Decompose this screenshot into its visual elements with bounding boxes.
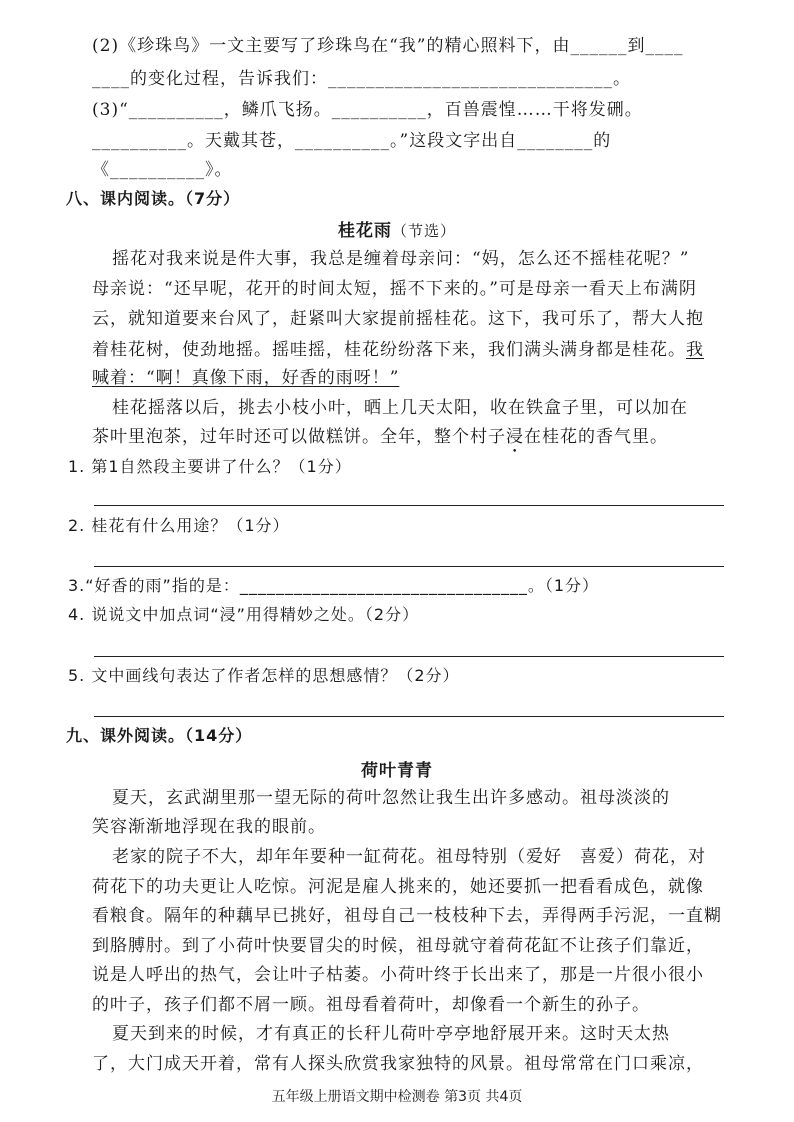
- passage-title-text: 桂花雨: [337, 221, 392, 241]
- passage-title-heye: 荷叶青青: [361, 761, 433, 781]
- para2-line-2a: 茶叶里泡茶，过年时还可以做糕饼。全年，整个村子: [92, 427, 506, 447]
- question-3: 3.“好香的雨”指的是：________________________________。（1分）: [68, 576, 600, 595]
- p9-line-9: 夏天到来的时候，才有真正的长秆儿荷叶亭亭地舒展开来。这时天太热: [112, 1024, 670, 1044]
- underlined-sentence: 喊着：“啊！真像下雨，好香的雨呀！”: [92, 368, 400, 388]
- passage-title-guihua: [0, 216, 794, 241]
- answer-line-4[interactable]: [94, 656, 724, 657]
- passage-title-note: （节选）: [391, 222, 456, 240]
- para1-line-3: 云，就知道要来台风了，赶紧叫大家提前摇桂花。这下，我可乐了，帮大人抱: [92, 309, 704, 329]
- page-footer: 五年级上册语文期中检测卷 第3页 共4页: [271, 1089, 523, 1105]
- answer-line-5[interactable]: [94, 716, 724, 717]
- para1-line-4-text: 着桂花树，使劲地摇。摇哇摇，桂花纷纷落下来，我们满头满身都是桂花。: [92, 340, 686, 360]
- p9-line-3: 老家的院子不大，却年年要种一缸荷花。祖母特别（爱好 喜爱）荷花，对: [112, 847, 706, 867]
- question-5: 5. 文中画线句表达了作者怎样的思想感情？（2分）: [68, 666, 460, 685]
- para1-line-5: [92, 366, 399, 390]
- para1-line-1: 摇花对我来说是件大事，我总是缠着母亲问：“妈，怎么还不摇桂花呢？”: [112, 249, 690, 269]
- p9-line-1: 夏天，玄武湖里那一望无际的荷叶忽然让我生出许多感动。祖母淡淡的: [112, 788, 670, 808]
- answer-line-2[interactable]: [94, 566, 724, 567]
- p9-line-5: 看粮食。隔年的种藕早已挑好，祖母自己一枝枝种下去，弄得两手污泥，一直糊: [92, 906, 722, 926]
- question-4: 4. 说说文中加点词“浸”用得精妙之处。（2分）: [68, 605, 420, 624]
- para2-line-2b: 在桂花的香气里。: [524, 427, 668, 447]
- fill-line-5: 《__________》。: [92, 160, 233, 180]
- fill-line-3: (3)“__________，鳞爪飞扬。__________，百兽震惶……干将发硎。: [92, 100, 643, 120]
- p9-line-10: 了，大门成天开着，常有人探头欣赏我家独特的风景。祖母常常在门口乘凉，: [92, 1054, 704, 1074]
- section-8-heading: 八、课内阅读。（7分）: [66, 189, 241, 208]
- fill-line-1: (2)《珍珠鸟》一文主要写了珍珠鸟在“我”的精心照料下，由______到____: [92, 36, 684, 56]
- dotted-word: 浸: [506, 427, 524, 447]
- p9-line-2: 笑容渐渐地浮现在我的眼前。: [92, 817, 326, 837]
- answer-line-1[interactable]: [94, 505, 724, 506]
- fill-line-4: __________。天戴其苍，__________。”这段文字出自________的: [92, 131, 612, 151]
- p9-line-7: 说是人呼出的热气，会让叶子枯萎。小荷叶终于长出来了，那是一片很小很小: [92, 965, 704, 985]
- section-9-heading: 九、课外阅读。（14分）: [66, 726, 253, 745]
- p9-line-8: 的叶子，孩子们都不屑一顾。祖母看着荷叶，却像看一个新生的孙子。: [92, 995, 650, 1015]
- para2-line-2: [92, 425, 668, 457]
- underlined-sentence-start: 我: [686, 340, 704, 360]
- para1-line-2: 母亲说：“还早呢，花开的时间太短，摇不下来的。”可是母亲一看天上布满阴: [92, 279, 697, 299]
- fill-line-2: ____的变化过程，告诉我们：______________________________。: [92, 69, 631, 89]
- p9-line-6: 到胳膊肘。到了小荷叶快要冒尖的时候，祖母就守着荷花缸不让孩子们靠近，: [92, 936, 704, 956]
- question-1: 1. 第1自然段主要讲了什么？（1分）: [68, 457, 352, 476]
- para1-line-4: [92, 338, 704, 362]
- question-2: 2. 桂花有什么用途？（1分）: [68, 516, 290, 535]
- para2-line-1: 桂花摇落以后，挑去小枝小叶，晒上几天太阳，收在铁盒子里，可以加在: [112, 398, 688, 418]
- p9-line-4: 荷花下的功夫更让人吃惊。河泥是雇人挑来的，她还要抓一把看看成色，就像: [92, 877, 704, 897]
